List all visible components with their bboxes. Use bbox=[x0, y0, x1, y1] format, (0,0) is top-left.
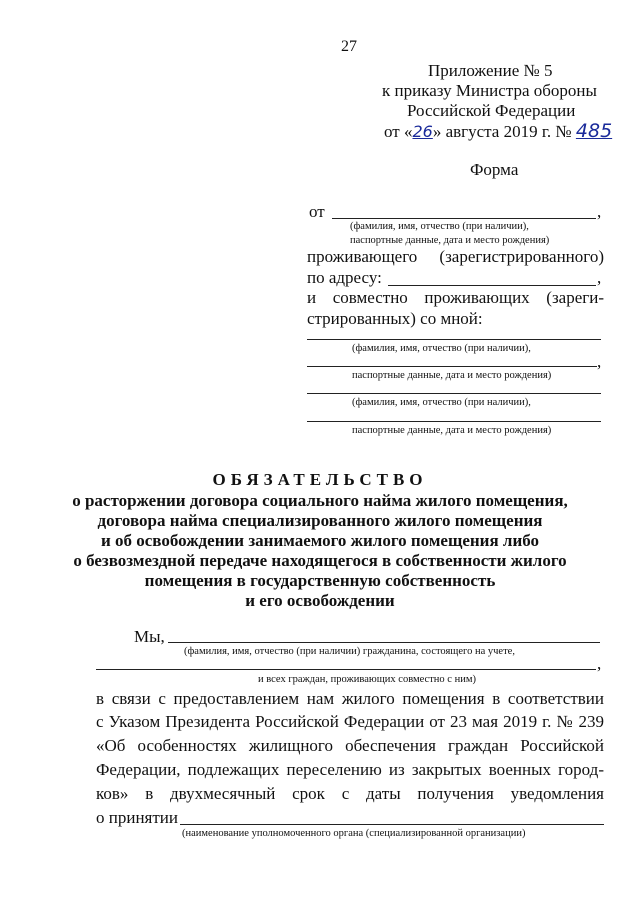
title-line-1: о расторжении договора социального найма жилого помещения, bbox=[72, 491, 568, 510]
appendix-federation: Российской Федерации bbox=[407, 101, 576, 120]
cohabitant-2-line bbox=[307, 393, 601, 394]
caption-cohabitant-2-passport: паспортные данные, дата и место рождения) bbox=[352, 425, 552, 436]
comma: , bbox=[597, 268, 602, 287]
title-line-5: помещения в государственную собственность bbox=[144, 571, 496, 590]
date-mid: » августа 2019 г. № bbox=[432, 122, 572, 141]
caption-authority: (наименование уполномоченного органа (специализированной организации) bbox=[182, 828, 526, 839]
paragraph-line-2: с Указом Президента Российской Федерации от 23 мая 2019 г. № 239 bbox=[96, 712, 604, 731]
title-line-4: о безвозмездной передаче находящегося в собственности жилого bbox=[73, 551, 567, 570]
appendix-title: Приложение № 5 bbox=[428, 61, 553, 80]
caption-cohabitant-2-name: (фамилия, имя, отчество (при наличии), bbox=[352, 397, 531, 408]
cohabitant-1-line bbox=[307, 339, 601, 340]
paragraph-line-1: в связи с предоставлением нам жилого помещения в соответствии bbox=[96, 689, 604, 708]
comma: , bbox=[597, 654, 602, 673]
citizen-name-line bbox=[168, 642, 600, 643]
family-members-line bbox=[96, 669, 596, 670]
authority-name-line bbox=[180, 824, 604, 825]
title-line-3: и об освобождении занимаемого жилого помещения либо bbox=[100, 531, 540, 550]
date-prefix: от « bbox=[384, 122, 413, 141]
cohabit-line: и совместно проживающих (зареги- bbox=[307, 288, 604, 307]
cohabitant-2-passport-line bbox=[307, 421, 601, 422]
paragraph-line-4: Федерации, подлежащих переселению из закрытых военных город- bbox=[96, 760, 604, 779]
caption-cohabitant-1-passport: паспортные данные, дата и место рождения) bbox=[352, 370, 552, 381]
document-heading: ОБЯЗАТЕЛЬСТВО bbox=[212, 470, 428, 489]
comma: , bbox=[597, 202, 602, 221]
cohabitant-1-passport-line bbox=[307, 366, 597, 367]
we-label: Мы, bbox=[134, 627, 165, 646]
title-line-6: и его освобождении bbox=[245, 591, 395, 610]
applicant-name-line bbox=[332, 218, 596, 219]
caption-applicant-name: (фамилия, имя, отчество (при наличии), bbox=[350, 221, 529, 232]
paragraph-line-3: «Об особенностях жилищного обеспечения граждан Российской bbox=[96, 736, 604, 755]
acceptance-label: о принятии bbox=[96, 808, 178, 827]
caption-family: и всех граждан, проживающих совместно с ним) bbox=[258, 674, 476, 685]
comma: , bbox=[597, 352, 602, 371]
residing-line: проживающего (зарегистрированного) bbox=[307, 247, 604, 266]
page-number: 27 bbox=[341, 38, 357, 55]
caption-cohabitant-1-name: (фамилия, имя, отчество (при наличии), bbox=[352, 343, 531, 354]
from-label: от bbox=[309, 202, 325, 221]
paragraph-line-5: ков» в двухмесячный срок с даты получения уведомления bbox=[96, 784, 604, 803]
caption-applicant-passport: паспортные данные, дата и место рождения) bbox=[350, 235, 550, 246]
title-line-2: договора найма специализированного жилого помещения bbox=[97, 511, 543, 530]
form-label: Форма bbox=[470, 160, 519, 179]
caption-citizen: (фамилия, имя, отчество (при наличии) гражданина, состоящего на учете, bbox=[184, 646, 515, 657]
address-line bbox=[388, 285, 596, 286]
appendix-order-ref: к приказу Министра обороны bbox=[382, 81, 597, 100]
cohabit-line-2: стрированных) со мной: bbox=[307, 309, 483, 328]
appendix-date-line bbox=[384, 120, 612, 142]
date-day-handwritten: 26 bbox=[412, 122, 433, 141]
address-label: по адресу: bbox=[307, 268, 382, 287]
order-number-handwritten: 485 bbox=[575, 120, 613, 142]
